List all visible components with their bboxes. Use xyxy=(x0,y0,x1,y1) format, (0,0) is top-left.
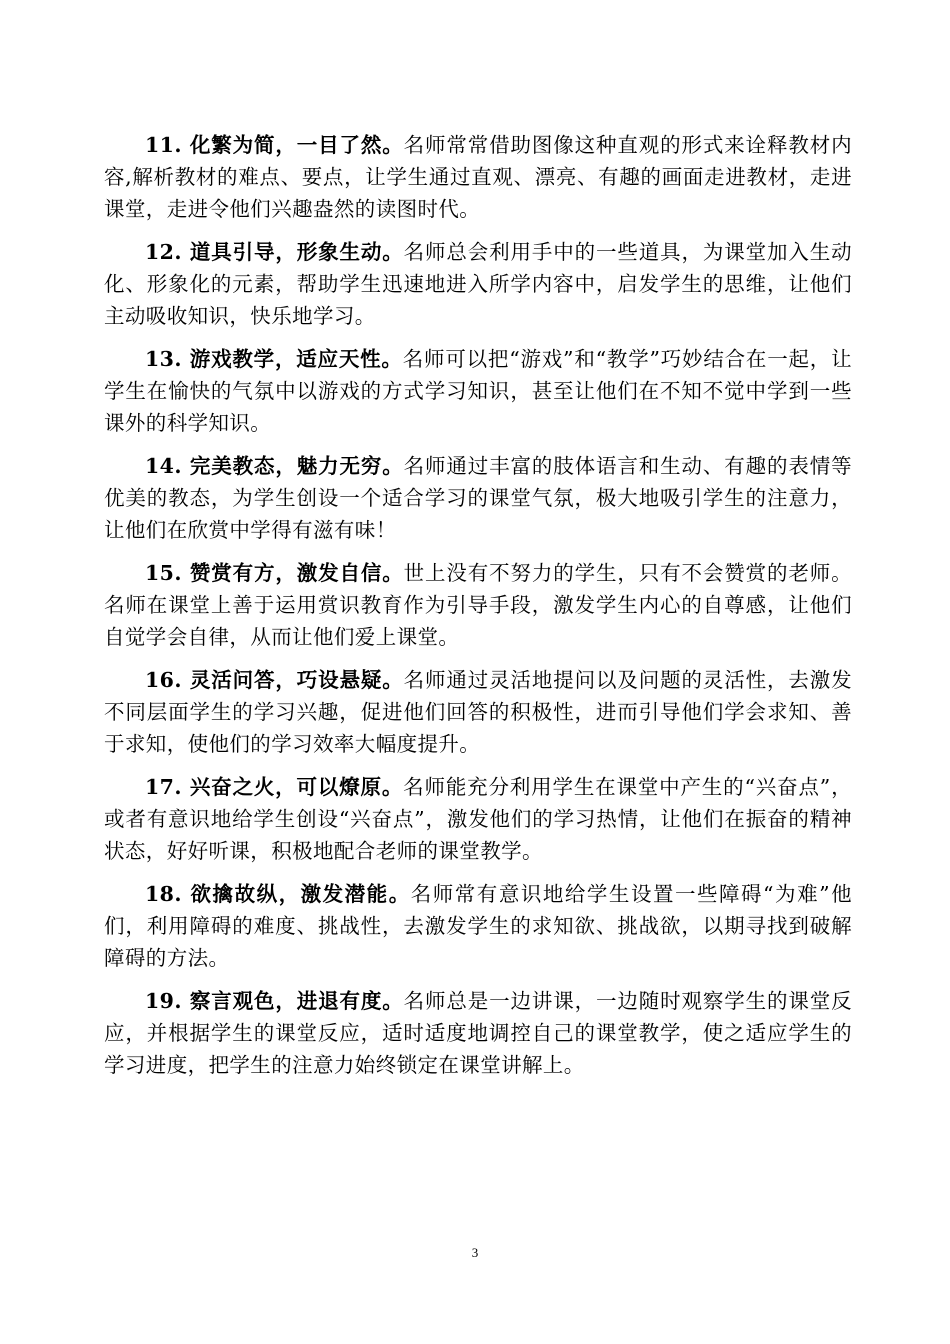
paragraph-18 xyxy=(104,878,852,974)
paragraph-text: 世上没有不努力的学生，只有不会赞赏的老师。名师在课堂上善于运用赏识教育作为引导手段，激发学生内心的自尊感，让他们自觉学会自律，从而让他们爱上课堂。 xyxy=(104,561,852,649)
paragraph-heading: 16. 灵活问答，巧设悬疑。 xyxy=(145,668,404,692)
paragraph-15 xyxy=(104,557,852,653)
paragraph-heading: 18. 欲擒故纵，激发潜能。 xyxy=(145,882,411,906)
paragraph-19 xyxy=(104,985,852,1081)
paragraph-14 xyxy=(104,450,852,546)
paragraph-text: 名师常有意识地给学生设置一些障碍“为难”他们，利用障碍的难度、挑战性，去激发学生的求知欲、挑战欲，以期寻找到破解障碍的方法。 xyxy=(104,882,853,970)
paragraph-text: 名师总会利用手中的一些道具，为课堂加入生动化、形象化的元素，帮助学生迅速地进入所学内容中，启发学生的思维，让他们主动吸收知识，快乐地学习。 xyxy=(104,240,852,328)
paragraph-heading: 11. 化繁为简，一目了然。 xyxy=(145,133,404,157)
paragraph-heading: 17. 兴奋之火，可以燎原。 xyxy=(145,775,404,799)
paragraph-text: 名师通过丰富的肢体语言和生动、有趣的表情等优美的教态，为学生创设一个适合学习的课堂气氛，极大地吸引学生的注意力，让他们在欣赏中学得有滋有味！ xyxy=(104,454,852,542)
paragraph-12 xyxy=(104,236,852,332)
paragraph-text: 名师常常借助图像这种直观的形式来诠释教材内容,解析教材的难点、要点，让学生通过直观、漂亮、有趣的画面走进教材，走进课堂，走进令他们兴趣盎然的读图时代。 xyxy=(104,133,852,221)
paragraph-heading: 13. 游戏教学，适应天性。 xyxy=(145,347,403,371)
paragraph-heading: 15. 赞赏有方，激发自信。 xyxy=(145,561,404,585)
paragraph-heading: 12. 道具引导，形象生动。 xyxy=(145,240,404,264)
paragraph-13 xyxy=(104,343,852,439)
document-body xyxy=(104,129,852,1092)
paragraph-11 xyxy=(104,129,852,225)
paragraph-17 xyxy=(104,771,852,867)
paragraph-text: 名师通过灵活地提问以及问题的灵活性，去激发不同层面学生的学习兴趣，促进他们回答的积极性，进而引导他们学会求知、善于求知，使他们的学习效率大幅度提升。 xyxy=(104,668,852,756)
paragraph-text: 名师能充分利用学生在课堂中产生的“兴奋点”，或者有意识地给学生创设“兴奋点”，激发他们的学习热情，让他们在振奋的精神状态，好好听课，积极地配合老师的课堂教学。 xyxy=(104,775,852,863)
paragraph-text: 名师可以把“游戏”和“教学”巧妙结合在一起，让学生在愉快的气氛中以游戏的方式学习知识，甚至让他们在不知不觉中学到一些课外的科学知识。 xyxy=(104,347,852,435)
paragraph-text: 名师总是一边讲课，一边随时观察学生的课堂反应，并根据学生的课堂反应，适时适度地调控自己的课堂教学，使之适应学生的学习进度，把学生的注意力始终锁定在课堂讲解上。 xyxy=(104,989,852,1077)
paragraph-heading: 14. 完美教态，魅力无穷。 xyxy=(145,454,404,478)
paragraph-heading: 19. 察言观色，进退有度。 xyxy=(145,989,404,1013)
page-number: 3 xyxy=(471,1245,479,1260)
paragraph-16 xyxy=(104,664,852,760)
